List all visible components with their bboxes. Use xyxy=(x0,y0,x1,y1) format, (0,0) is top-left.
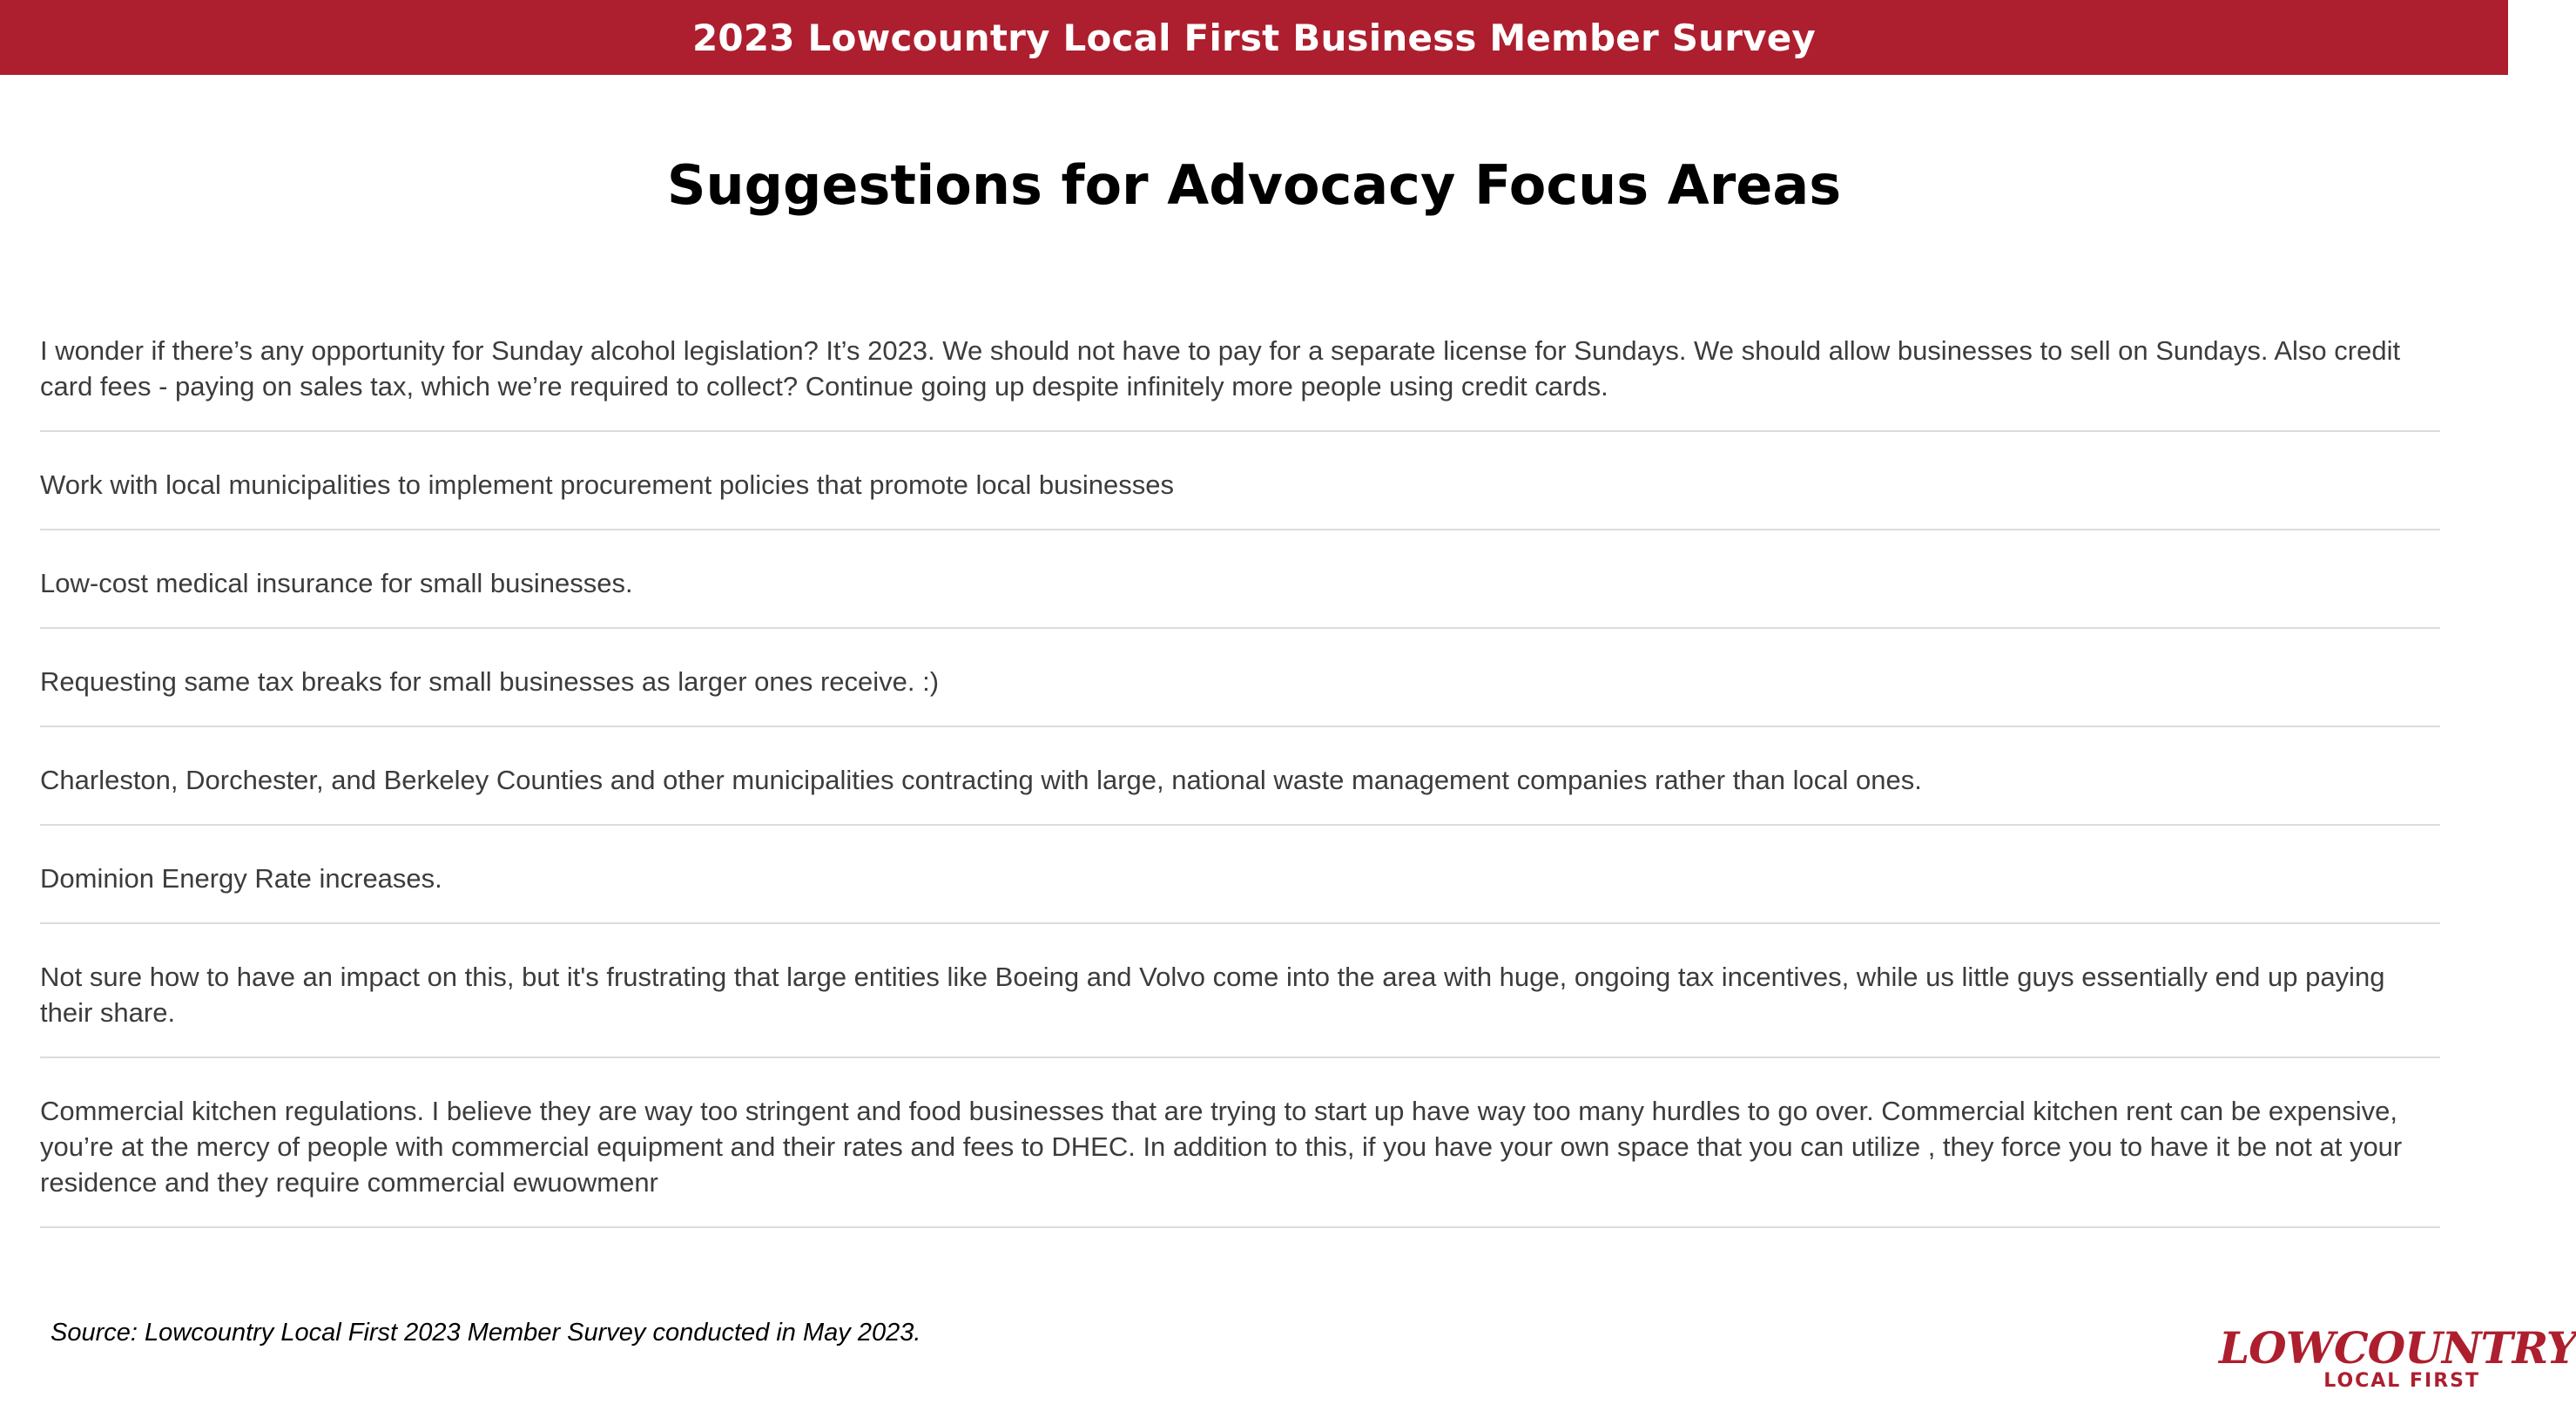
responses-list xyxy=(40,322,2440,1228)
list-item: Work with local municipalities to implement procurement policies that promote local businesses xyxy=(40,456,2440,530)
list-item: Dominion Energy Rate increases. xyxy=(40,850,2440,924)
logo-wordmark-top: LOWCOUNTRY xyxy=(2219,1322,2576,1374)
page-title: Suggestions for Advocacy Focus Areas xyxy=(666,153,1842,217)
logo xyxy=(2219,1322,2576,1395)
list-item: Low-cost medical insurance for small businesses. xyxy=(40,555,2440,629)
source-note: Source: Lowcountry Local First 2023 Member Survey conducted in May 2023. xyxy=(51,1319,921,1347)
list-item: Commercial kitchen regulations. I believe they are way too stringent and food businesses that are trying to start up have way too many hurdles to go over. Commercial kitchen rent can be expensive, you’re at the mercy of people with commercial equipment and their rates and fees to DHEC. In addition to this, if you have your own space that you can utilize , they force you to have it be not at your residence and they require commercial ewuowmenr xyxy=(40,1083,2440,1228)
logo-wordmark-bottom: LOCAL FIRST xyxy=(2323,1370,2480,1392)
header-banner xyxy=(0,0,2508,75)
list-item: Charleston, Dorchester, and Berkeley Counties and other municipalities contracting with large, national waste management companies rather than local ones. xyxy=(40,752,2440,826)
list-item: Not sure how to have an impact on this, but it's frustrating that large entities like Boeing and Volvo come into the area with huge, ongoing tax incentives, while us little guys essentially end up paying their share. xyxy=(40,949,2440,1058)
list-item: Requesting same tax breaks for small businesses as larger ones receive. :) xyxy=(40,653,2440,727)
banner-title: 2023 Lowcountry Local First Business Member Survey xyxy=(692,16,1816,59)
list-item: I wonder if there’s any opportunity for Sunday alcohol legislation? It’s 2023. We should not have to pay for a separate license for Sundays. We should allow businesses to sell on Sundays. Also credit card fees - paying on sales tax, which we’re required to collect? Continue going up despite infinitely more people using credit cards. xyxy=(40,322,2440,432)
